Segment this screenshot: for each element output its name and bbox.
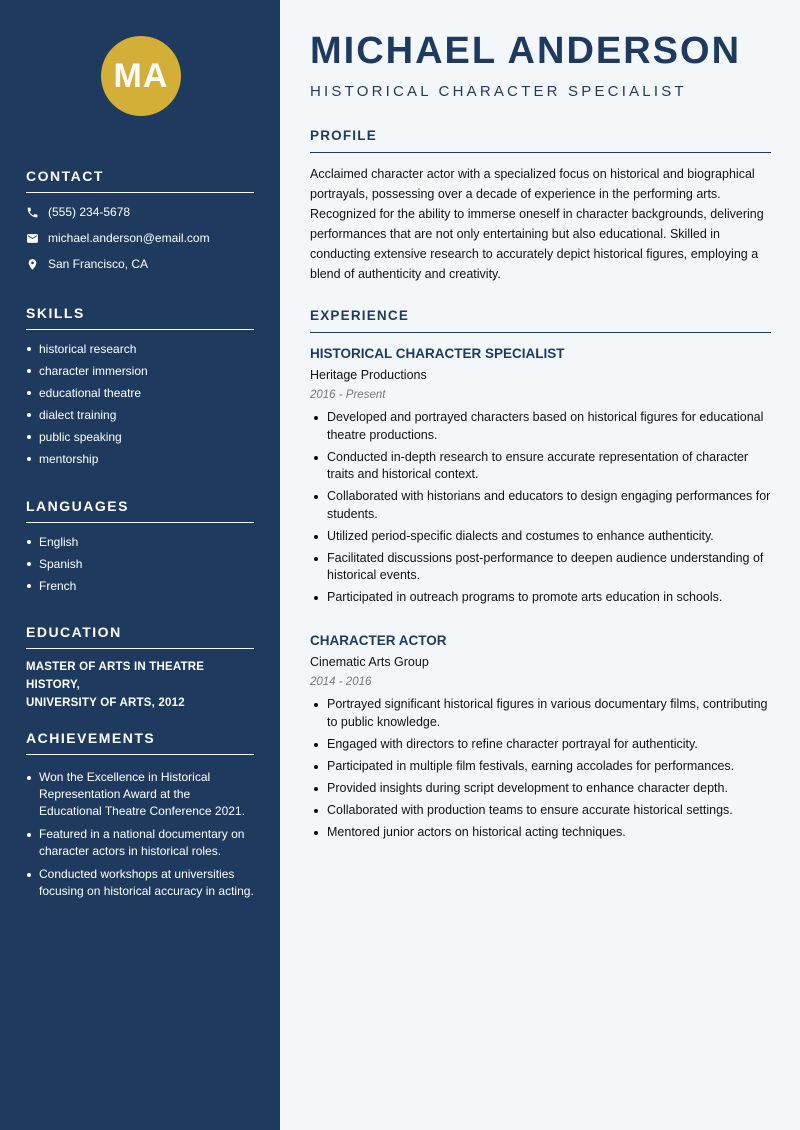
contact-location	[26, 251, 254, 277]
skill-item: public speaking	[26, 426, 254, 448]
phone-icon	[26, 206, 39, 219]
job-bullet: Provided insights during script development to enhance character depth.	[310, 780, 771, 798]
job-bullets	[310, 409, 771, 607]
achievements-list	[26, 769, 254, 900]
job-bullet: Participated in outreach programs to promote arts education in schools.	[310, 589, 771, 607]
contact-section	[26, 168, 254, 277]
email-text: michael.anderson@email.com	[48, 231, 210, 245]
job-bullet: Collaborated with historians and educators to design engaging performances for students.	[310, 488, 771, 523]
location-pin-icon	[26, 258, 39, 271]
profile-heading: PROFILE	[310, 128, 771, 153]
job-title: CHARACTER ACTOR	[310, 633, 447, 648]
job-company: Heritage Productions	[310, 368, 427, 382]
job-bullet: Collaborated with production teams to ensure accurate historical settings.	[310, 802, 771, 820]
job-bullets	[310, 696, 771, 841]
sidebar	[0, 0, 280, 1130]
languages-list	[26, 531, 254, 597]
job-dates: 2014 - 2016	[310, 676, 372, 688]
skill-item: dialect training	[26, 404, 254, 426]
education-entry	[26, 658, 254, 712]
education-school: UNIVERSITY OF ARTS, 2012	[26, 697, 185, 709]
job-bullet: Utilized period-specific dialects and costumes to enhance authenticity.	[310, 528, 771, 546]
job-company: Cinematic Arts Group	[310, 655, 429, 669]
language-item: English	[26, 531, 254, 553]
monogram-avatar: MA	[101, 36, 181, 116]
full-name: MICHAEL ANDERSON	[310, 30, 742, 72]
skill-item: mentorship	[26, 448, 254, 470]
job-bullet: Portrayed significant historical figures in various documentary films, contributing to public knowledge.	[310, 696, 771, 731]
achievement-item: Won the Excellence in Historical Representation Award at the Educational Theatre Conference 2021.	[26, 769, 254, 820]
skills-list	[26, 338, 254, 470]
phone-text: (555) 234-5678	[48, 205, 131, 219]
skills-heading: SKILLS	[26, 305, 254, 330]
language-item: French	[26, 575, 254, 597]
education-section	[26, 624, 254, 712]
skill-item: character immersion	[26, 360, 254, 382]
language-item: Spanish	[26, 553, 254, 575]
job-bullet: Mentored junior actors on historical acting techniques.	[310, 824, 771, 842]
profile-summary: Acclaimed character actor with a specialized focus on historical and biographical portrayals, possessing over a decade of experience in the performing arts. Recognized for the ability to immerse oneself in character backgrounds, delivering performances that are not only entertaining but also educational. Skilled in conducting extensive research to accurately depict historical figures, employing a blend of authenticity and creativity.	[310, 167, 764, 281]
contact-phone	[26, 199, 254, 225]
skill-item: historical research	[26, 338, 254, 360]
education-degree: MASTER OF ARTS IN THEATRE HISTORY,	[26, 661, 205, 691]
languages-section	[26, 498, 254, 597]
mail-icon	[26, 232, 39, 245]
achievement-item: Featured in a national documentary on character actors in historical roles.	[26, 826, 254, 860]
location-text: San Francisco, CA	[48, 257, 149, 271]
job-bullet: Facilitated discussions post-performance to deepen audience understanding of historical events.	[310, 550, 771, 585]
contact-heading: CONTACT	[26, 168, 254, 193]
job-headline: HISTORICAL CHARACTER SPECIALIST	[310, 83, 687, 100]
job-bullet: Participated in multiple film festivals, earning accolades for performances.	[310, 758, 771, 776]
education-heading: EDUCATION	[26, 624, 254, 649]
achievement-item: Conducted workshops at universities focusing on historical accuracy in acting.	[26, 866, 254, 900]
job-bullet: Engaged with directors to refine character portrayal for authenticity.	[310, 736, 771, 754]
job-entry	[310, 346, 771, 611]
achievements-section	[26, 730, 254, 906]
job-bullet: Conducted in-depth research to ensure accurate representation of character traits and historical context.	[310, 449, 771, 484]
skills-section	[26, 305, 254, 470]
job-dates: 2016 - Present	[310, 389, 386, 401]
experience-heading: EXPERIENCE	[310, 308, 771, 333]
languages-heading: LANGUAGES	[26, 498, 254, 523]
achievements-heading: ACHIEVEMENTS	[26, 730, 254, 755]
job-bullet: Developed and portrayed characters based on historical figures for educational theatre productions.	[310, 409, 771, 444]
contact-email	[26, 225, 254, 251]
job-entry	[310, 633, 771, 846]
job-title: HISTORICAL CHARACTER SPECIALIST	[310, 346, 565, 361]
skill-item: educational theatre	[26, 382, 254, 404]
